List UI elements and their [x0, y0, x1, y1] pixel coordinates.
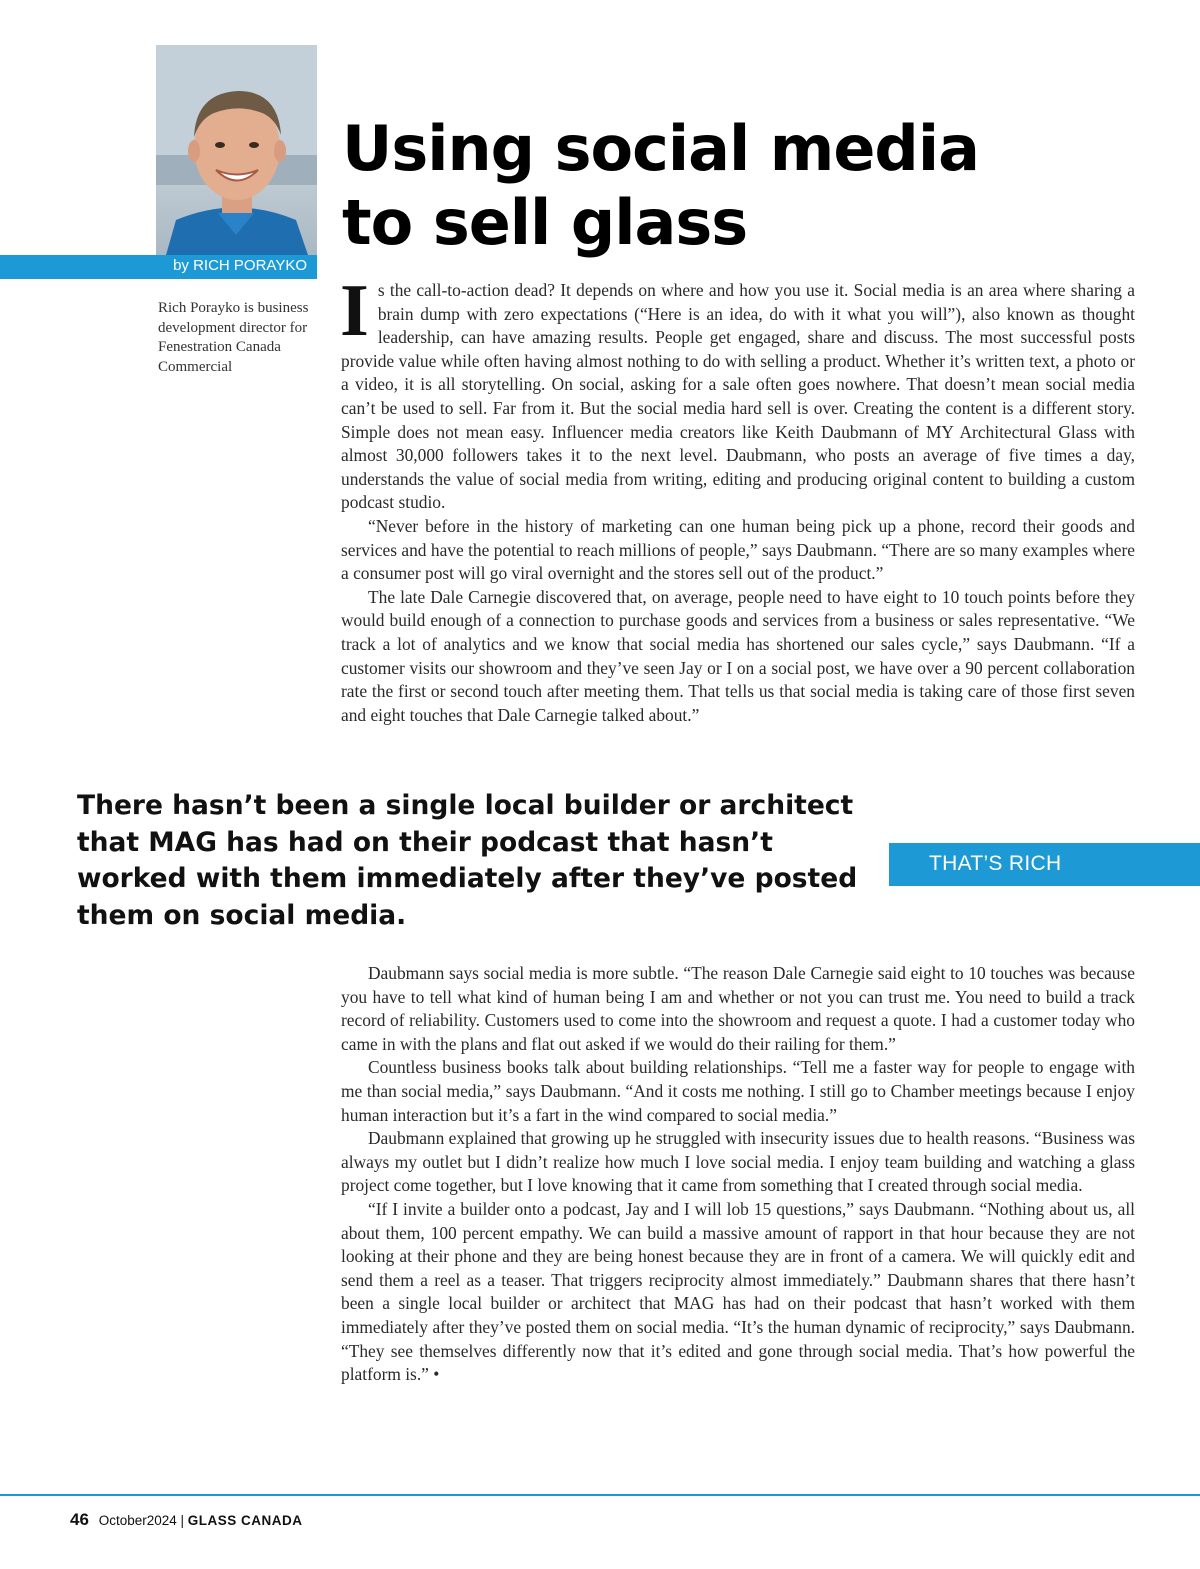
title-line-2: to sell glass: [342, 186, 748, 259]
paragraph-2: “Never before in the history of marketing can one human being pick up a phone, record their goods and services and have the potential to reach millions of people,” says Daubmann. “There are so many examples where a consumer post will go viral overnight and the stores sell out of the product.”: [341, 515, 1135, 584]
article-body-lower: [341, 962, 1135, 1387]
paragraph-4: Daubmann says social media is more subtle. “The reason Dale Carnegie said eight to 10 touches was because you have to tell what kind of human being I am and whether or not you can trust me. You need to build a track record of reliability. Customers used to come into the showroom and request a quote. I had a customer today who came in with the plans and flat out asked if we would do their railing for them.”: [341, 963, 1135, 1054]
article-title: [342, 112, 979, 260]
footer-separator: |: [180, 1513, 185, 1528]
paragraph-5: Countless business books talk about building relationships. “Tell me a faster way for people to engage with me than social media,” says Daubmann. “And it costs me nothing. I still go to Chamber meetings because I enjoy human interaction but it’s a fart in the wind compared to social media.”: [341, 1057, 1135, 1125]
paragraph-7: “If I invite a builder onto a podcast, Jay and I will lob 15 questions,” says Daubmann. “Nothing about us, all about them, 100 percent empathy. We can build a massive amount of rapport in that hour because they are not looking at their phone and they are being honest because they are in front of a camera. We will quickly edit and send them a reel as a teaser. That triggers reciprocity almost immediately.” Daubmann shares that there hasn’t been a single local builder or architect that MAG has had on their podcast that hasn’t worked with them immediately after they’ve posted them on social media. “It’s the human dynamic of reciprocity,” says Daubmann. “They see themselves differently now that it’s edited and gone through social media. That’s how powerful the platform is.” •: [341, 1198, 1135, 1385]
byline: by RICH PORAYKO: [173, 257, 307, 274]
article-body-upper: [340, 270, 1135, 727]
page-number: 46: [70, 1510, 89, 1529]
footer-rule: [0, 1494, 1200, 1496]
issue-date: October2024: [98, 1513, 177, 1528]
column-tag: [889, 843, 1200, 886]
title-line-1: Using social media: [342, 112, 979, 185]
pull-quote: There hasn’t been a single local builder or architect that MAG has had on their podcast that hasn’t worked with them immediately after they’ve posted them on social media.: [77, 790, 858, 931]
drop-cap: I: [340, 270, 369, 352]
column-tag-label: THAT’S RICH: [929, 852, 1062, 875]
byline-bar: [0, 255, 317, 279]
magazine-name: GLASS CANADA: [187, 1513, 303, 1528]
author-photo: [156, 45, 317, 255]
page-footer: [70, 1510, 303, 1530]
paragraph-3: The late Dale Carnegie discovered that, on average, people need to have eight to 10 touch points before they would build enough of a connection to purchase goods and services from a business or sales representative. “We track a lot of analytics and we know that social media has shortened our sales cycle,” says Daubmann. “If a customer visits our showroom and they’ve seen Jay or I on a social post, we have over a 90 percent collaboration rate the first or second touch after meeting them. That tells us that social media is taking care of those first seven and eight touches that Dale Carnegie talked about.”: [341, 586, 1135, 725]
paragraph-6: Daubmann explained that growing up he struggled with insecurity issues due to health reasons. “Business was always my outlet but I didn’t realize how much I love social media. I enjoy team building and watching a glass project come together, but I love knowing that it came from something that I created through social media.: [341, 1128, 1135, 1196]
paragraph-1-text: s the call-to-action dead? It depends on where and how you use it. Social media is an area where sharing a brain dump with zero expectations (“Here is an idea, do with it what you will”), also known as thought leadership, can have amazing results. People get engaged, share and discuss. The most successful posts provide value while often having almost nothing to do with selling a product. Whether it’s written text, a photo or a video, it is all storytelling. On social, asking for a sale often goes nowhere. That doesn’t mean social media can’t be used to sell. Far from it. But the social media hard sell is over. Creating the content is a different story. Simple does not mean easy. Influencer media creators like Keith Daubmann of MY Architectural Glass with almost 30,000 followers takes it to the next level. Daubmann, who posts an average of five times a day, understands the value of social media from writing, editing and producing original content to building a custom podcast studio.: [341, 280, 1135, 513]
paragraph-1: [340, 270, 1135, 515]
author-bio: Rich Porayko is business development director for Fenestration Canada Commercial: [158, 300, 309, 375]
